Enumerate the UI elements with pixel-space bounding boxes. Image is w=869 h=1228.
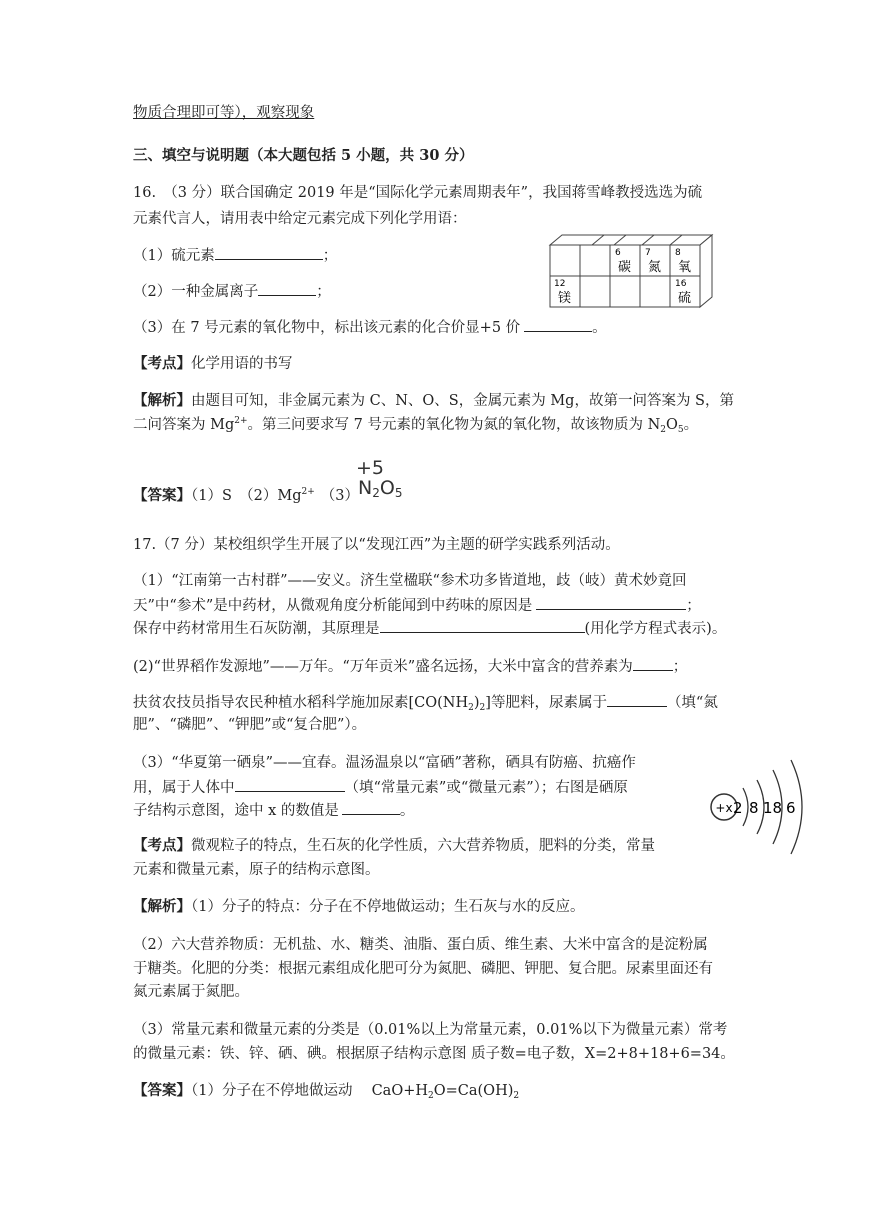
answer-blank[interactable] [235,777,345,792]
element-symbol-mg: 镁 [558,291,572,306]
question-17-part-1-cont: 保存中药材常用生石灰防潮，其原理是 (用化学方程式表示)。 [133,618,726,639]
question-16-part-2 [133,281,331,302]
element-number-o: 8 [675,248,681,258]
answer-blank[interactable] [258,281,316,296]
nucleus-charge: +x [715,801,733,815]
answer-17: 【答案】（1）分子在不停地做运动 $CaO+H_2O=Ca(OH)_2$ [133,1082,520,1101]
answer-blank[interactable] [536,595,686,610]
question-17-text: 17.（7 分）某校组织学生开展了以“发现江西”为主题的研学实践系列活动。 [133,537,620,553]
shell-2-electrons: 8 [749,799,759,817]
answer-blank[interactable] [633,656,673,671]
punct: ； [316,284,331,300]
question-17-part-2-cont: 肥”、“磷肥”、“钾肥”或“复合肥”）。 [133,717,367,733]
question-17-part-1: （1）“江南第一古村群”——安义。济生堂楹联“参术功多皆道地，歧（岐）黄术妙竟回 [133,573,687,589]
kaodian-16 [133,354,293,374]
jiexi-17-part-3: （3）常量元素和微量元素的分类是（0.01%以上为常量元素，0.01%以下为微量元素）常考 [133,1022,728,1038]
kaodian-text: 化学用语的书写 [191,356,293,372]
prompt: （1）硫元素 [133,248,215,264]
answer-16: 【答案】（1）S $(2)Mg^{2+}$ （3） [133,487,360,504]
answer-blank[interactable] [380,618,585,633]
answer-blank[interactable] [524,317,592,332]
element-number-s: 16 [675,279,687,289]
tag: 【解析】 [133,392,191,409]
shell-3-electrons: 18 [763,799,783,817]
question-17-part-2-cont: 扶贫农技员指导农民种植水稻科学施加尿素$[CO(NH_2)_2]$等肥料，尿素属于 （填“氮 [133,692,718,713]
question-16-text: 元素代言人，请用表中给定元素完成下列化学用语： [133,211,467,227]
question-16-part-1 [133,245,337,266]
text-line: 物质合理即可等），观察现象 [133,105,315,121]
element-number-mg: 12 [554,279,566,289]
punct: ； [322,248,338,264]
jiexi-16 [133,391,734,411]
selenium-atom-diagram [705,752,820,862]
question-17-part-3: （3）“华夏第一硒泉”——宜春。温汤温泉以“富硒”著称，硒具有防癌、抗癌作 [133,755,636,771]
kaodian-17-cont: 元素和微量元素，原子的结构示意图。 [133,862,380,878]
element-symbol-s: 硫 [678,291,692,306]
jiexi-17-part-3-cont: 的微量元素：铁、锌、硒、碘。根据原子结构示意图 质子数=电子数，X=2+8+18+6=34。 [133,1046,735,1062]
element-number-n: 7 [645,248,651,258]
element-symbol-o: 氧 [678,260,692,275]
answer-blank[interactable] [342,800,400,815]
jiexi-text: 由题目可知，非金属元素为 C、N、O、S，金属元素为 Mg，故第一问答案为 S，第 [191,393,734,409]
tag: 【答案】 [133,487,191,504]
formula: $N_2O_5$ [358,477,403,500]
question-17-part-3-cont: 用，属于人体中 （填“常量元素”或“微量元素”）；右图是硒原 [133,777,628,798]
n2o5-formula [356,457,416,501]
jiexi-17-part-2-cont: 氮元素属于氮肥。 [133,984,249,1000]
question-16-part-3: （3）在 7 号元素的氧化物中，标出该元素的化合价显+5 价 。 [133,317,607,338]
tag: 【考点】 [133,355,191,372]
jiexi-17: 【解析】（1）分子的特点：分子在不停地做运动；生石灰与水的反应。 [133,898,585,915]
element-number-c: 6 [615,248,621,258]
kaodian-17: 【考点】微观粒子的特点，生石灰的化学性质，六大营养物质，肥料的分类，常量 [133,837,655,854]
answer-blank[interactable] [607,692,667,707]
valence: +5 [356,457,385,479]
jiexi-17-part-2-cont: 于糖类。化肥的分类：根据元素组成化肥可分为氮肥、磷肥、钾肥、复合肥。尿素里面还有 [133,961,713,977]
answer-blank[interactable] [215,245,323,260]
jiexi-17-part-2: （2）六大营养物质：无机盐、水、糖类、油脂、蛋白质、维生素、大米中富含的是淀粉属 [133,937,708,953]
shell-4-electrons: 6 [786,799,796,817]
prompt: （3）在 7 号元素的氧化物中，标出该元素的化合价显+5 价 [133,320,521,336]
jiexi-16-cont: 二问答案为 $Mg^{2+}$。第三问要求写 7 号元素的氧化物为氮的氧化物，故该物质为 $N_2O_5$。 [133,416,699,435]
question-17-part-3-cont: 子结构示意图，途中 x 的数值是 。 [133,800,414,821]
element-symbol-c: 碳 [618,260,632,275]
question-16-text: 16. （3 分）联合国确定 2019 年是“国际化学元素周期表年”，我国蒋雪峰教授选选为硫 [133,185,703,201]
question-17-part-1-cont: 天”中“参术”是中药材，从微观角度分析能闻到中药味的原因是 ； [133,595,701,616]
periodic-table-fragment [548,233,714,309]
element-symbol-n: 氮 [648,260,662,275]
question-17-part-2: (2)“世界稻作发源地”——万年。“万年贡米”盛名远扬，大米中富含的营养素为 ； [133,656,687,677]
shell-1-electrons: 2 [733,799,743,817]
section-heading: 三、填空与说明题（本大题包括 5 小题，共 30 分） [133,147,474,164]
prompt: （2）一种金属离子 [133,284,259,300]
